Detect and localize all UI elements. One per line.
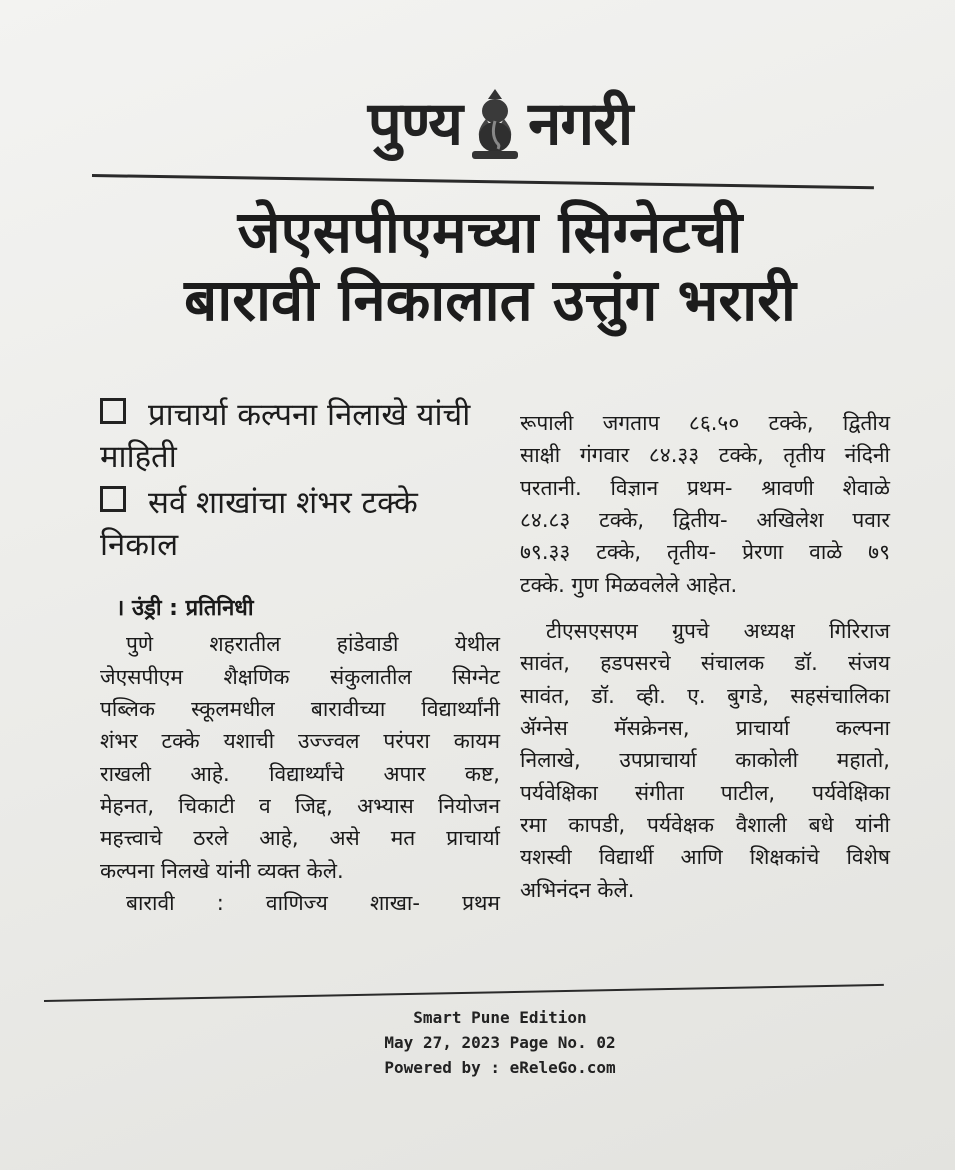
body-line: महत्त्वाचे ठरले आहे, असे मत प्राचार्या (100, 826, 500, 851)
body-line: सावंत, हडपसरचे संचालक डॉ. संजय (520, 651, 890, 676)
left-column (100, 395, 500, 919)
edition-name: Smart Pune Edition (413, 1008, 587, 1027)
checkbox-bullet-icon (100, 398, 126, 424)
edition-footer (300, 1006, 700, 1080)
ganesh-emblem-icon (464, 85, 526, 163)
body-line: बारावी : वाणिज्य शाखा- प्रथम (126, 891, 500, 915)
body-line: मेहनत, चिकाटी व जिद्द, अभ्यास नियोजन (100, 794, 500, 819)
body-line: निलाखे, उपप्राचार्या काकोली महातो, (520, 748, 890, 773)
body-line: रमा कापडी, पर्यवेक्षक वैशाली बधे यांनी (520, 812, 890, 837)
dateline: । उंड्री : प्रतिनिधी (116, 596, 254, 622)
body-line: यशस्वी विद्यार्थी आणि शिक्षकांचे विशेष (520, 845, 890, 870)
body-line: परतानी. विज्ञान प्रथम- श्रावणी शेवाळे (520, 475, 890, 500)
bullet-text: सर्व शाखांचा शंभर टक्के निकाल (100, 484, 418, 563)
checkbox-bullet-icon (100, 486, 126, 512)
footer-divider (44, 984, 884, 1002)
body-line: टक्के. गुण मिळवलेले आहेत. (520, 572, 738, 597)
edition-date-page: May 27, 2023 Page No. 02 (384, 1032, 616, 1052)
body-line: अभिनंदन केले. (520, 877, 635, 902)
paragraph-gap (520, 601, 890, 615)
body-line: ८४.८३ टक्के, द्वितीय- अखिलेश पवार (520, 507, 890, 532)
highlight-bullet-2 (100, 483, 500, 567)
body-line: साक्षी गंगवार ८४.३३ टक्के, तृतीय नंदिनी (520, 443, 890, 468)
body-line: पर्यवेक्षिका संगीता पाटील, पर्यवेक्षिका (520, 780, 890, 805)
masthead-divider (92, 174, 874, 189)
masthead (300, 78, 700, 170)
body-line: सावंत, डॉ. व्ही. ए. बुगडे, सहसंचालिका (520, 683, 890, 708)
highlight-bullet-1 (100, 395, 500, 479)
body-line: टीएसएसएम ग्रुपचे अध्यक्ष गिरिराज (546, 618, 890, 643)
body-line: ॲग्नेस मॅसक्रेनस, प्राचार्या कल्पना (520, 715, 890, 740)
headline-line-1: जेएसपीएमच्या सिग्नेटची (237, 198, 743, 266)
masthead-word-2: नगरी (528, 89, 633, 159)
body-line: रूपाली जगताप ८६.५० टक्के, द्वितीय (520, 411, 891, 435)
body-line: ७९.३३ टक्के, तृतीय- प्रेरणा वाळे ७९ (520, 540, 890, 565)
body-line: जेएसपीएम शैक्षणिक संकुलातील सिग्नेट (100, 664, 500, 689)
article-headline (100, 198, 880, 335)
body-line: शंभर टक्के यशाची उज्ज्वल परंपरा कायम (100, 729, 500, 754)
masthead-word-1: पुण्य (367, 89, 463, 159)
body-line: पब्लिक स्कूलमधील बारावीच्या विद्यार्थ्यांनी (100, 697, 500, 722)
bullet-text: प्राचार्या कल्पना निलाखे यांची माहिती (100, 397, 471, 475)
body-line: पुणे शहरातील हांडेवाडी येथील (126, 632, 500, 657)
powered-by: Powered by : eReleGo.com (384, 1057, 616, 1077)
headline-line-2: बारावी निकालात उत्तुंग भरारी (184, 266, 796, 335)
body-line: राखली आहे. विद्यार्थ्यांचे अपार कष्ट, (100, 761, 500, 786)
body-line: कल्पना निलखे यांनी व्यक्त केले. (100, 858, 344, 883)
right-column (520, 407, 890, 906)
